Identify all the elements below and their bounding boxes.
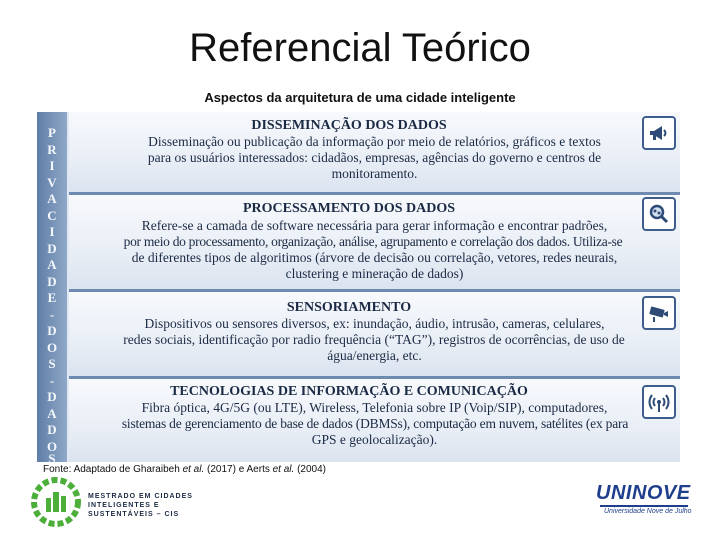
layer-line: de diferentes tipos de algoritimos (árvore de decisão ou correlação, vetores, redes neurais, [131, 250, 618, 265]
slide-title: Referencial Teórico [189, 26, 531, 70]
uninove-logo: UNINOVE [596, 482, 691, 504]
sidebar-letter: D [47, 273, 57, 289]
wireless-icon [642, 385, 676, 419]
caption-text: Fonte: Adaptado de Gharaibeh [43, 464, 183, 475]
school-line: MESTRADO EM CIDADES [88, 493, 193, 500]
layer-line: água/energia, etc. [327, 348, 422, 363]
cis-logo [30, 476, 82, 528]
sidebar-letter: C [47, 207, 57, 223]
layer-title: DISSEMINAÇÃO DOS DADOS [251, 118, 447, 133]
sidebar-letter: A [47, 405, 57, 421]
school-line: INTELIGENTES E [88, 502, 160, 509]
sidebar-letter: A [47, 191, 57, 206]
sidebar-letter: P [48, 125, 56, 140]
sidebar-letter: D [47, 323, 57, 338]
layer-processing [69, 195, 680, 292]
school-line: SUSTENTÁVEIS – CIS [88, 511, 180, 518]
source-caption [43, 464, 326, 475]
privacy-sidebar [37, 112, 67, 462]
layer-line: Fibra óptica, 4G/5G (ou LTE), Wireless, Telefonia sobre IP (Voip/SIP), computadores, [141, 400, 608, 415]
caption-etal: et al. [272, 464, 295, 475]
sidebar-letter: D [47, 422, 57, 437]
layer-line: GPS e geolocalização). [311, 432, 438, 447]
caption-text: (2017) e Aerts [204, 464, 273, 475]
analysis-icon [642, 197, 676, 231]
layer-line: redes sociais, identificação por radio frequência (“TAG”), registros de ocorrências, de uso de [123, 332, 625, 347]
layer-title: PROCESSAMENTO DOS DADOS [242, 201, 456, 216]
layer-line: Refere-se a camada de software necessária para gerar informação e encontrar padrões, [141, 218, 608, 233]
uninove-subtitle: Universidade Nove de Julho [604, 508, 692, 515]
layer-title: TECNOLOGIAS DE INFORMAÇÃO E COMUNICAÇÃO [170, 384, 528, 399]
layer-title: SENSORIAMENTO [286, 300, 412, 315]
caption-text: (2004) [294, 464, 326, 475]
layer-line: para os usuários interessados: cidadãos, empresas, agências do governo e centros de [147, 150, 602, 165]
sidebar-letter: - [49, 372, 55, 388]
layer-dissemination [69, 112, 680, 195]
layer-ict [69, 379, 680, 462]
layer-sensing [69, 292, 680, 379]
megaphone-icon [642, 116, 676, 150]
layer-line: Dispositivos ou sensores diversos, ex: inundação, áudio, intrusão, cameras, celulares, [144, 316, 605, 331]
sidebar-letter: O [46, 438, 58, 454]
sidebar-letter: D [47, 389, 57, 404]
sidebar-letter: V [47, 174, 57, 190]
sidebar-letter: I [49, 158, 55, 173]
sidebar-letter: D [47, 240, 57, 256]
layer-line: Disseminação ou publicação da informação por meio de relatórios, gráficos e textos [148, 134, 601, 149]
sidebar-letter: I [49, 224, 55, 239]
architecture-figure [37, 112, 680, 462]
layer-line: por meio do processamento, organização, análise, agrupamento e correlação dos dados. Utiliza-se [123, 234, 623, 249]
layer-line: monitoramento. [331, 166, 418, 181]
sidebar-letter: - [49, 306, 55, 322]
camera-icon [642, 296, 676, 330]
uninove-underline [600, 505, 688, 507]
figure-subtitle: Aspectos da arquitetura de uma cidade inteligente [204, 90, 516, 105]
school-name [88, 492, 228, 519]
sidebar-letter: S [48, 356, 56, 371]
sidebar-letter: O [46, 339, 58, 355]
sidebar-letter: R [47, 141, 57, 157]
sidebar-letter: E [47, 290, 57, 305]
caption-etal: et al. [182, 464, 205, 475]
layer-line: clustering e mineração de dados) [285, 266, 464, 281]
layer-line: sistemas de gerenciamento de base de dados (DBMSs), computação em nuvem, satélites (ex para [121, 416, 629, 431]
sidebar-letter: A [47, 257, 57, 272]
sidebar-letter: S [48, 451, 56, 462]
